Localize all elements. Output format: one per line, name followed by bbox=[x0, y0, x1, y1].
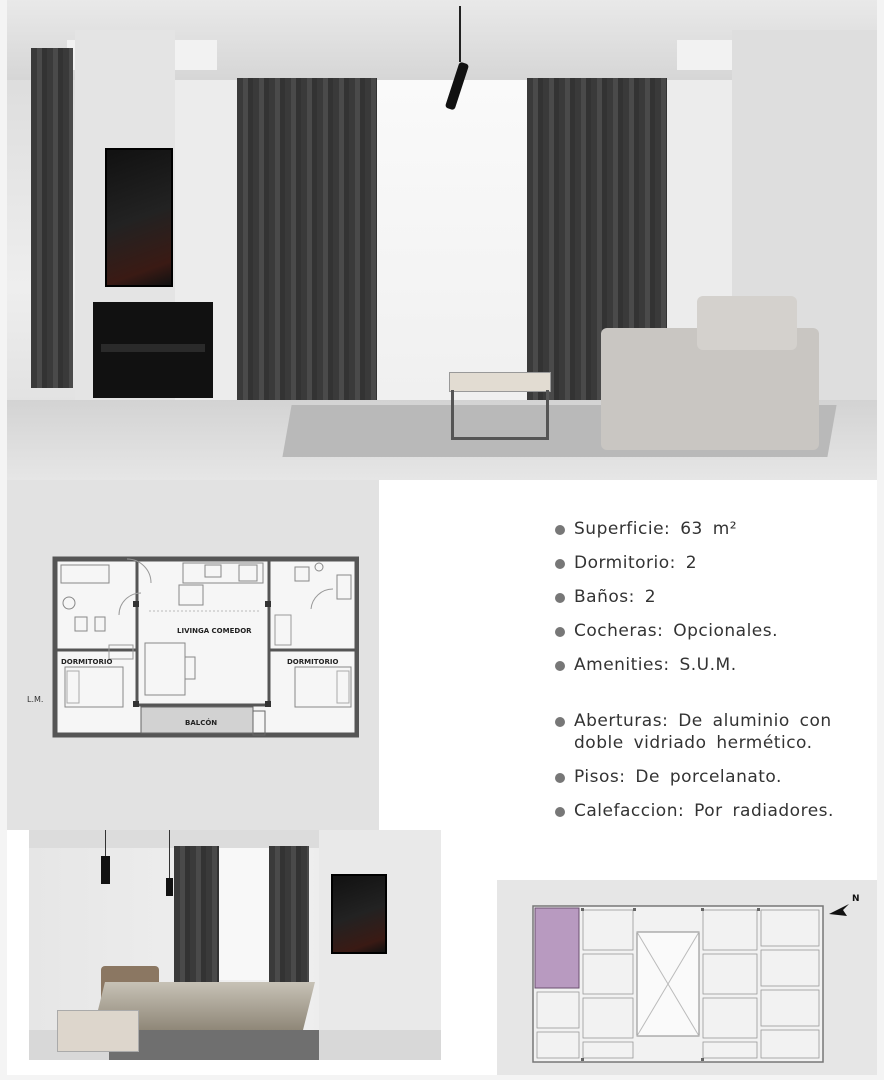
pendant-lamp bbox=[101, 856, 110, 884]
spec-value: De porcelanato. bbox=[635, 767, 782, 787]
spec-label: Calefaccion: bbox=[574, 801, 685, 821]
bullet-icon bbox=[555, 773, 565, 783]
spec-label: Aberturas: bbox=[574, 711, 669, 731]
spec-value: S.U.M. bbox=[679, 655, 737, 675]
spec-item bbox=[552, 620, 872, 642]
building-plan bbox=[497, 880, 877, 1075]
spec-label: Baños: bbox=[574, 587, 635, 607]
curtain-bedroom-right bbox=[269, 846, 309, 986]
bullet-icon bbox=[555, 717, 565, 727]
curtain-center-left bbox=[237, 78, 377, 404]
curtain-bedroom-left bbox=[174, 846, 219, 986]
spec-item bbox=[552, 800, 872, 822]
tv-screen bbox=[105, 148, 173, 287]
room-label-balcony: BALCÓN bbox=[185, 719, 218, 727]
spec-value: 63 m² bbox=[680, 519, 738, 539]
spec-label: Superficie: bbox=[574, 519, 671, 539]
room-label-dorm-left: DORMITORIO bbox=[61, 658, 113, 666]
spec-label: Pisos: bbox=[574, 767, 626, 787]
spec-label: Cocheras: bbox=[574, 621, 664, 641]
tv-console bbox=[93, 302, 213, 398]
lm-label: L.M. bbox=[27, 695, 44, 704]
pendant-lamp bbox=[166, 878, 173, 896]
coffee-table bbox=[449, 372, 551, 392]
north-arrow-icon bbox=[829, 904, 849, 916]
room-label-living: LIVINGA COMEDOR bbox=[177, 627, 252, 635]
spec-item bbox=[552, 552, 872, 574]
spec-label: Amenities: bbox=[574, 655, 670, 675]
spec-item bbox=[552, 766, 872, 788]
spec-value: 2 bbox=[685, 553, 698, 573]
spec-value: Opcionales. bbox=[673, 621, 779, 641]
spec-value: De aluminio con doble vidriado hermético. bbox=[574, 711, 832, 753]
spec-item bbox=[552, 710, 872, 754]
spec-item bbox=[552, 518, 872, 540]
north-label: N bbox=[852, 894, 860, 904]
bullet-icon bbox=[555, 627, 565, 637]
bedroom-render bbox=[29, 830, 441, 1060]
rug bbox=[109, 1030, 319, 1060]
living-room-render bbox=[7, 0, 877, 480]
nightstand bbox=[57, 1010, 139, 1052]
spec-item bbox=[552, 586, 872, 608]
bullet-icon bbox=[555, 525, 565, 535]
bedroom-tv bbox=[331, 874, 387, 954]
bullet-icon bbox=[555, 593, 565, 603]
curtain-left bbox=[31, 48, 73, 388]
specs-list bbox=[552, 518, 872, 822]
spec-label: Dormitorio: bbox=[574, 553, 676, 573]
bullet-icon bbox=[555, 559, 565, 569]
room-label-dorm-right: DORMITORIO bbox=[287, 658, 339, 666]
spec-value: Por radiadores. bbox=[694, 801, 834, 821]
floor-plan bbox=[27, 555, 359, 740]
spec-value: 2 bbox=[644, 587, 657, 607]
bullet-icon bbox=[555, 807, 565, 817]
bullet-icon bbox=[555, 661, 565, 671]
spec-item bbox=[552, 654, 872, 676]
brochure-page bbox=[7, 0, 877, 1075]
